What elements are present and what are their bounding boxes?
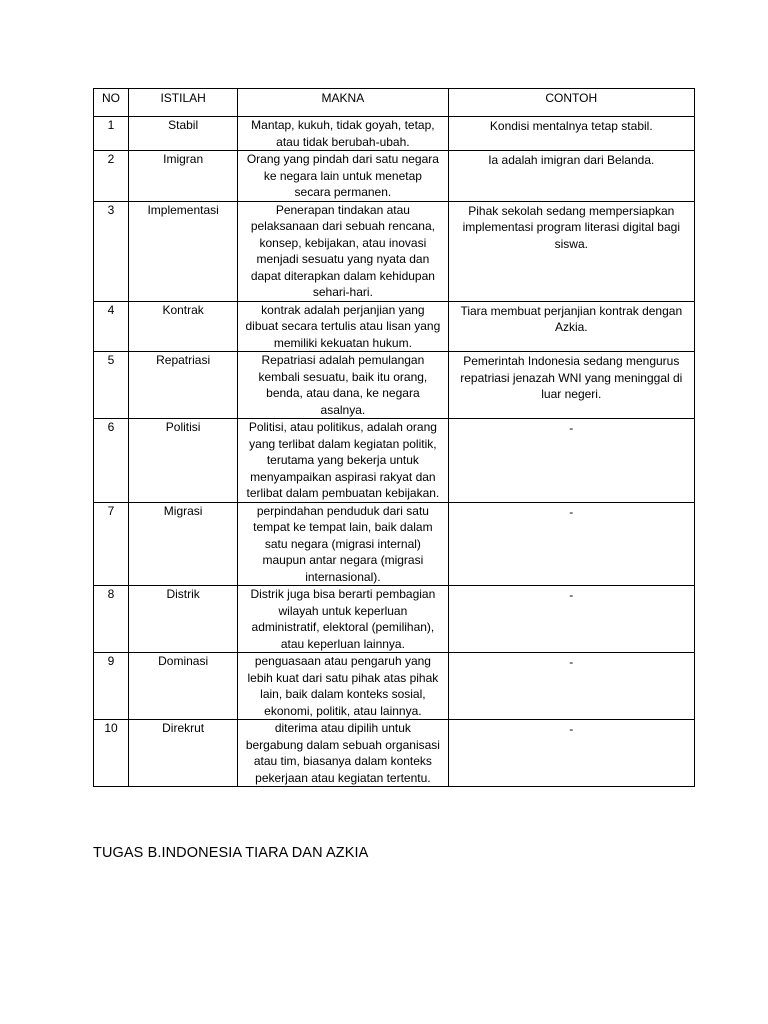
table-header-row (94, 89, 695, 117)
header-example: CONTOH (448, 89, 694, 117)
cell-term: Kontrak (129, 301, 238, 352)
vocabulary-table (93, 88, 695, 787)
cell-meaning: Repatriasi adalah pemulangan kembali sesuatu, baik itu orang, benda, atau dana, ke negara asalnya. (238, 352, 448, 419)
cell-no: 6 (94, 419, 129, 503)
cell-no: 1 (94, 117, 129, 151)
cell-no: 10 (94, 720, 129, 787)
cell-no: 9 (94, 653, 129, 720)
cell-no: 3 (94, 201, 129, 301)
cell-meaning: diterima atau dipilih untuk bergabung dalam sebuah organisasi atau tim, biasanya dalam konteks pekerjaan atau kegiatan tertentu. (238, 720, 448, 787)
cell-term: Migrasi (129, 502, 238, 586)
cell-meaning: Politisi, atau politikus, adalah orang yang terlibat dalam kegiatan politik, terutama yang bekerja untuk menyampaikan aspirasi rakyat dan terlibat dalam pembuatan kebijakan. (238, 419, 448, 503)
cell-meaning: Mantap, kukuh, tidak goyah, tetap, atau tidak berubah-ubah. (238, 117, 448, 151)
cell-term: Imigran (129, 151, 238, 202)
cell-term: Stabil (129, 117, 238, 151)
cell-meaning: Penerapan tindakan atau pelaksanaan dari sebuah rencana, konsep, kebijakan, atau inovasi menjadi sesuatu yang nyata dan dapat diterapkan dalam kehidupan sehari-hari. (238, 201, 448, 301)
cell-example: - (448, 653, 694, 720)
cell-example: Pihak sekolah sedang mempersiapkan implementasi program literasi digital bagi siswa. (448, 201, 694, 301)
table-row (94, 352, 695, 419)
cell-meaning: penguasaan atau pengaruh yang lebih kuat dari satu pihak atas pihak lain, baik dalam konteks sosial, ekonomi, politik, atau lainnya. (238, 653, 448, 720)
header-meaning: MAKNA (238, 89, 448, 117)
cell-example: - (448, 586, 694, 653)
cell-example: - (448, 419, 694, 503)
table-row (94, 502, 695, 586)
table-row (94, 653, 695, 720)
cell-term: Repatriasi (129, 352, 238, 419)
cell-term: Direkrut (129, 720, 238, 787)
table-row (94, 586, 695, 653)
table-row (94, 301, 695, 352)
cell-example: Tiara membuat perjanjian kontrak dengan Azkia. (448, 301, 694, 352)
cell-meaning: perpindahan penduduk dari satu tempat ke tempat lain, baik dalam satu negara (migrasi internal) maupun antar negara (migrasi internasional). (238, 502, 448, 586)
cell-no: 8 (94, 586, 129, 653)
table-row (94, 151, 695, 202)
header-no: NO (94, 89, 129, 117)
header-term: ISTILAH (129, 89, 238, 117)
cell-meaning: kontrak adalah perjanjian yang dibuat secara tertulis atau lisan yang memiliki kekuatan hukum. (238, 301, 448, 352)
table-row (94, 201, 695, 301)
cell-no: 5 (94, 352, 129, 419)
cell-example: - (448, 502, 694, 586)
document-caption: TUGAS B.INDONESIA TIARA DAN AZKIA (93, 845, 369, 861)
cell-example: - (448, 720, 694, 787)
table-row (94, 720, 695, 787)
table-row (94, 419, 695, 503)
table-body (94, 117, 695, 787)
cell-term: Distrik (129, 586, 238, 653)
cell-no: 2 (94, 151, 129, 202)
cell-no: 4 (94, 301, 129, 352)
cell-term: Politisi (129, 419, 238, 503)
cell-no: 7 (94, 502, 129, 586)
cell-meaning: Orang yang pindah dari satu negara ke negara lain untuk menetap secara permanen. (238, 151, 448, 202)
cell-example: Kondisi mentalnya tetap stabil. (448, 117, 694, 151)
cell-term: Dominasi (129, 653, 238, 720)
cell-term: Implementasi (129, 201, 238, 301)
cell-example: Ia adalah imigran dari Belanda. (448, 151, 694, 202)
cell-meaning: Distrik juga bisa berarti pembagian wilayah untuk keperluan administratif, elektoral (pemilihan), atau keperluan lainnya. (238, 586, 448, 653)
cell-example: Pemerintah Indonesia sedang mengurus repatriasi jenazah WNI yang meninggal di luar negeri. (448, 352, 694, 419)
table-row (94, 117, 695, 151)
